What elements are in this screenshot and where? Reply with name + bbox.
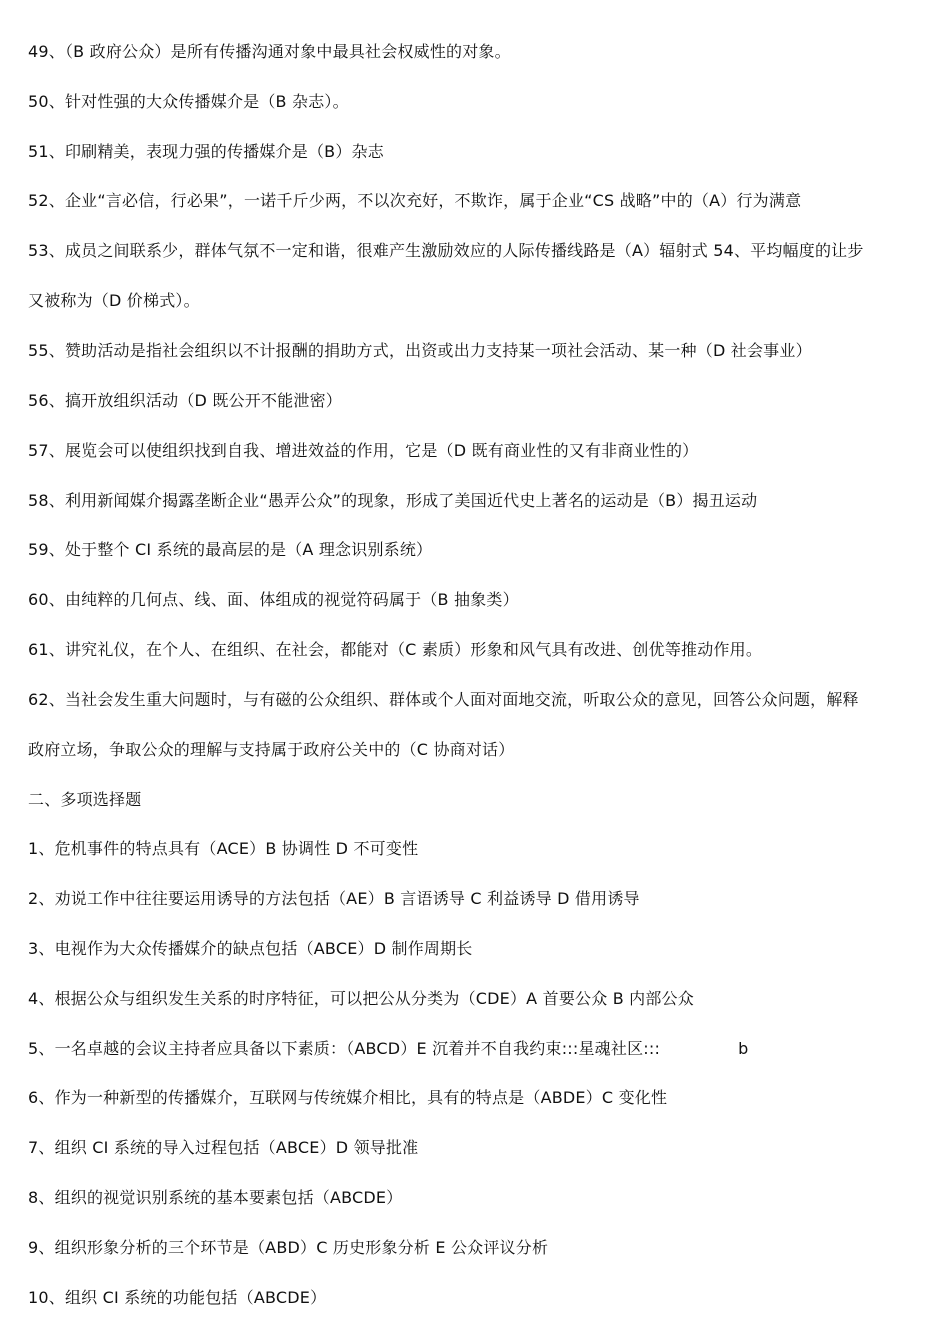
text-line-m8: 8、组织的视觉识别系统的基本要素包括（ABCDE） (28, 1188, 403, 1207)
text-line-m5-container (28, 1039, 928, 1059)
text-line-62-cont: 政府立场，争取公众的理解与支持属于政府公关中的（C 协商对话） (28, 740, 515, 759)
text-line-m7: 7、组织 CI 系统的导入过程包括（ABCE）D 领导批准 (28, 1138, 419, 1157)
text-line-62: 62、当社会发生重大问题时，与有磁的公众组织、群体或个人面对面地交流，听取公众的意见，回答公众问题，解释 (28, 690, 859, 709)
text-line-m5: 5、一名卓越的会议主持者应具备以下素质：（ABCD）E 沉着并不自我约束:::星魂社区::: (28, 1039, 661, 1058)
text-line-51: 51、印刷精美，表现力强的传播媒介是（B）杂志 (28, 142, 384, 161)
text-line-59: 59、处于整个 CI 系统的最高层的是（A 理念识别系统） (28, 540, 433, 559)
text-line-m3: 3、电视作为大众传播媒介的缺点包括（ABCE）D 制作周期长 (28, 939, 473, 958)
text-line-53: 53、成员之间联系少，群体气氛不一定和谐，很难产生激励效应的人际传播线路是（A）辐射式 54、平均幅度的让步 (28, 241, 864, 260)
text-line-60: 60、由纯粹的几何点、线、面、体组成的视觉符码属于（B 抽象类） (28, 590, 519, 609)
section-heading-multiple-choice: 二、多项选择题 (28, 790, 142, 809)
text-line-55: 55、赞助活动是指社会组织以不计报酬的捐助方式，出资或出力支持某一项社会活动、某一种（D 社会事业） (28, 341, 812, 360)
text-line-58: 58、利用新闻媒介揭露垄断企业“愚弄公众”的现象，形成了美国近代史上著名的运动是（B）揭丑运动 (28, 491, 758, 510)
text-line-57: 57、展览会可以使组织找到自我、增进效益的作用，它是（D 既有商业性的又有非商业性的） (28, 441, 699, 460)
text-line-50: 50、针对性强的大众传播媒介是（B 杂志）。 (28, 92, 349, 111)
text-line-m1: 1、危机事件的特点具有（ACE）B 协调性 D 不可变性 (28, 839, 419, 858)
stray-mark: b (738, 1039, 749, 1058)
text-line-53-cont: 又被称为（D 价梯式）。 (28, 291, 200, 310)
text-line-m9: 9、组织形象分析的三个环节是（ABD）C 历史形象分析 E 公众评议分析 (28, 1238, 549, 1257)
text-line-m4: 4、根据公众与组织发生关系的时序特征，可以把公从分类为（CDE）A 首要公众 B 内部公众 (28, 989, 694, 1008)
text-line-56: 56、搞开放组织活动（D 既公开不能泄密） (28, 391, 342, 410)
text-line-m10: 10、组织 CI 系统的功能包括（ABCDE） (28, 1288, 327, 1307)
text-line-52: 52、企业“言必信，行必果”，一诺千斤少两，不以次充好，不欺诈，属于企业“CS 战略”中的（A）行为满意 (28, 191, 802, 210)
text-line-49: 49、（B 政府公众）是所有传播沟通对象中最具社会权威性的对象。 (28, 42, 511, 61)
text-line-m2: 2、劝说工作中往往要运用诱导的方法包括（AE）B 言语诱导 C 利益诱导 D 借用诱导 (28, 889, 640, 908)
text-line-m6: 6、作为一种新型的传播媒介，互联网与传统媒介相比，具有的特点是（ABDE）C 变化性 (28, 1088, 668, 1107)
text-line-61: 61、讲究礼仪，在个人、在组织、在社会，都能对（C 素质）形象和风气具有改进、创优等推动作用。 (28, 640, 763, 659)
